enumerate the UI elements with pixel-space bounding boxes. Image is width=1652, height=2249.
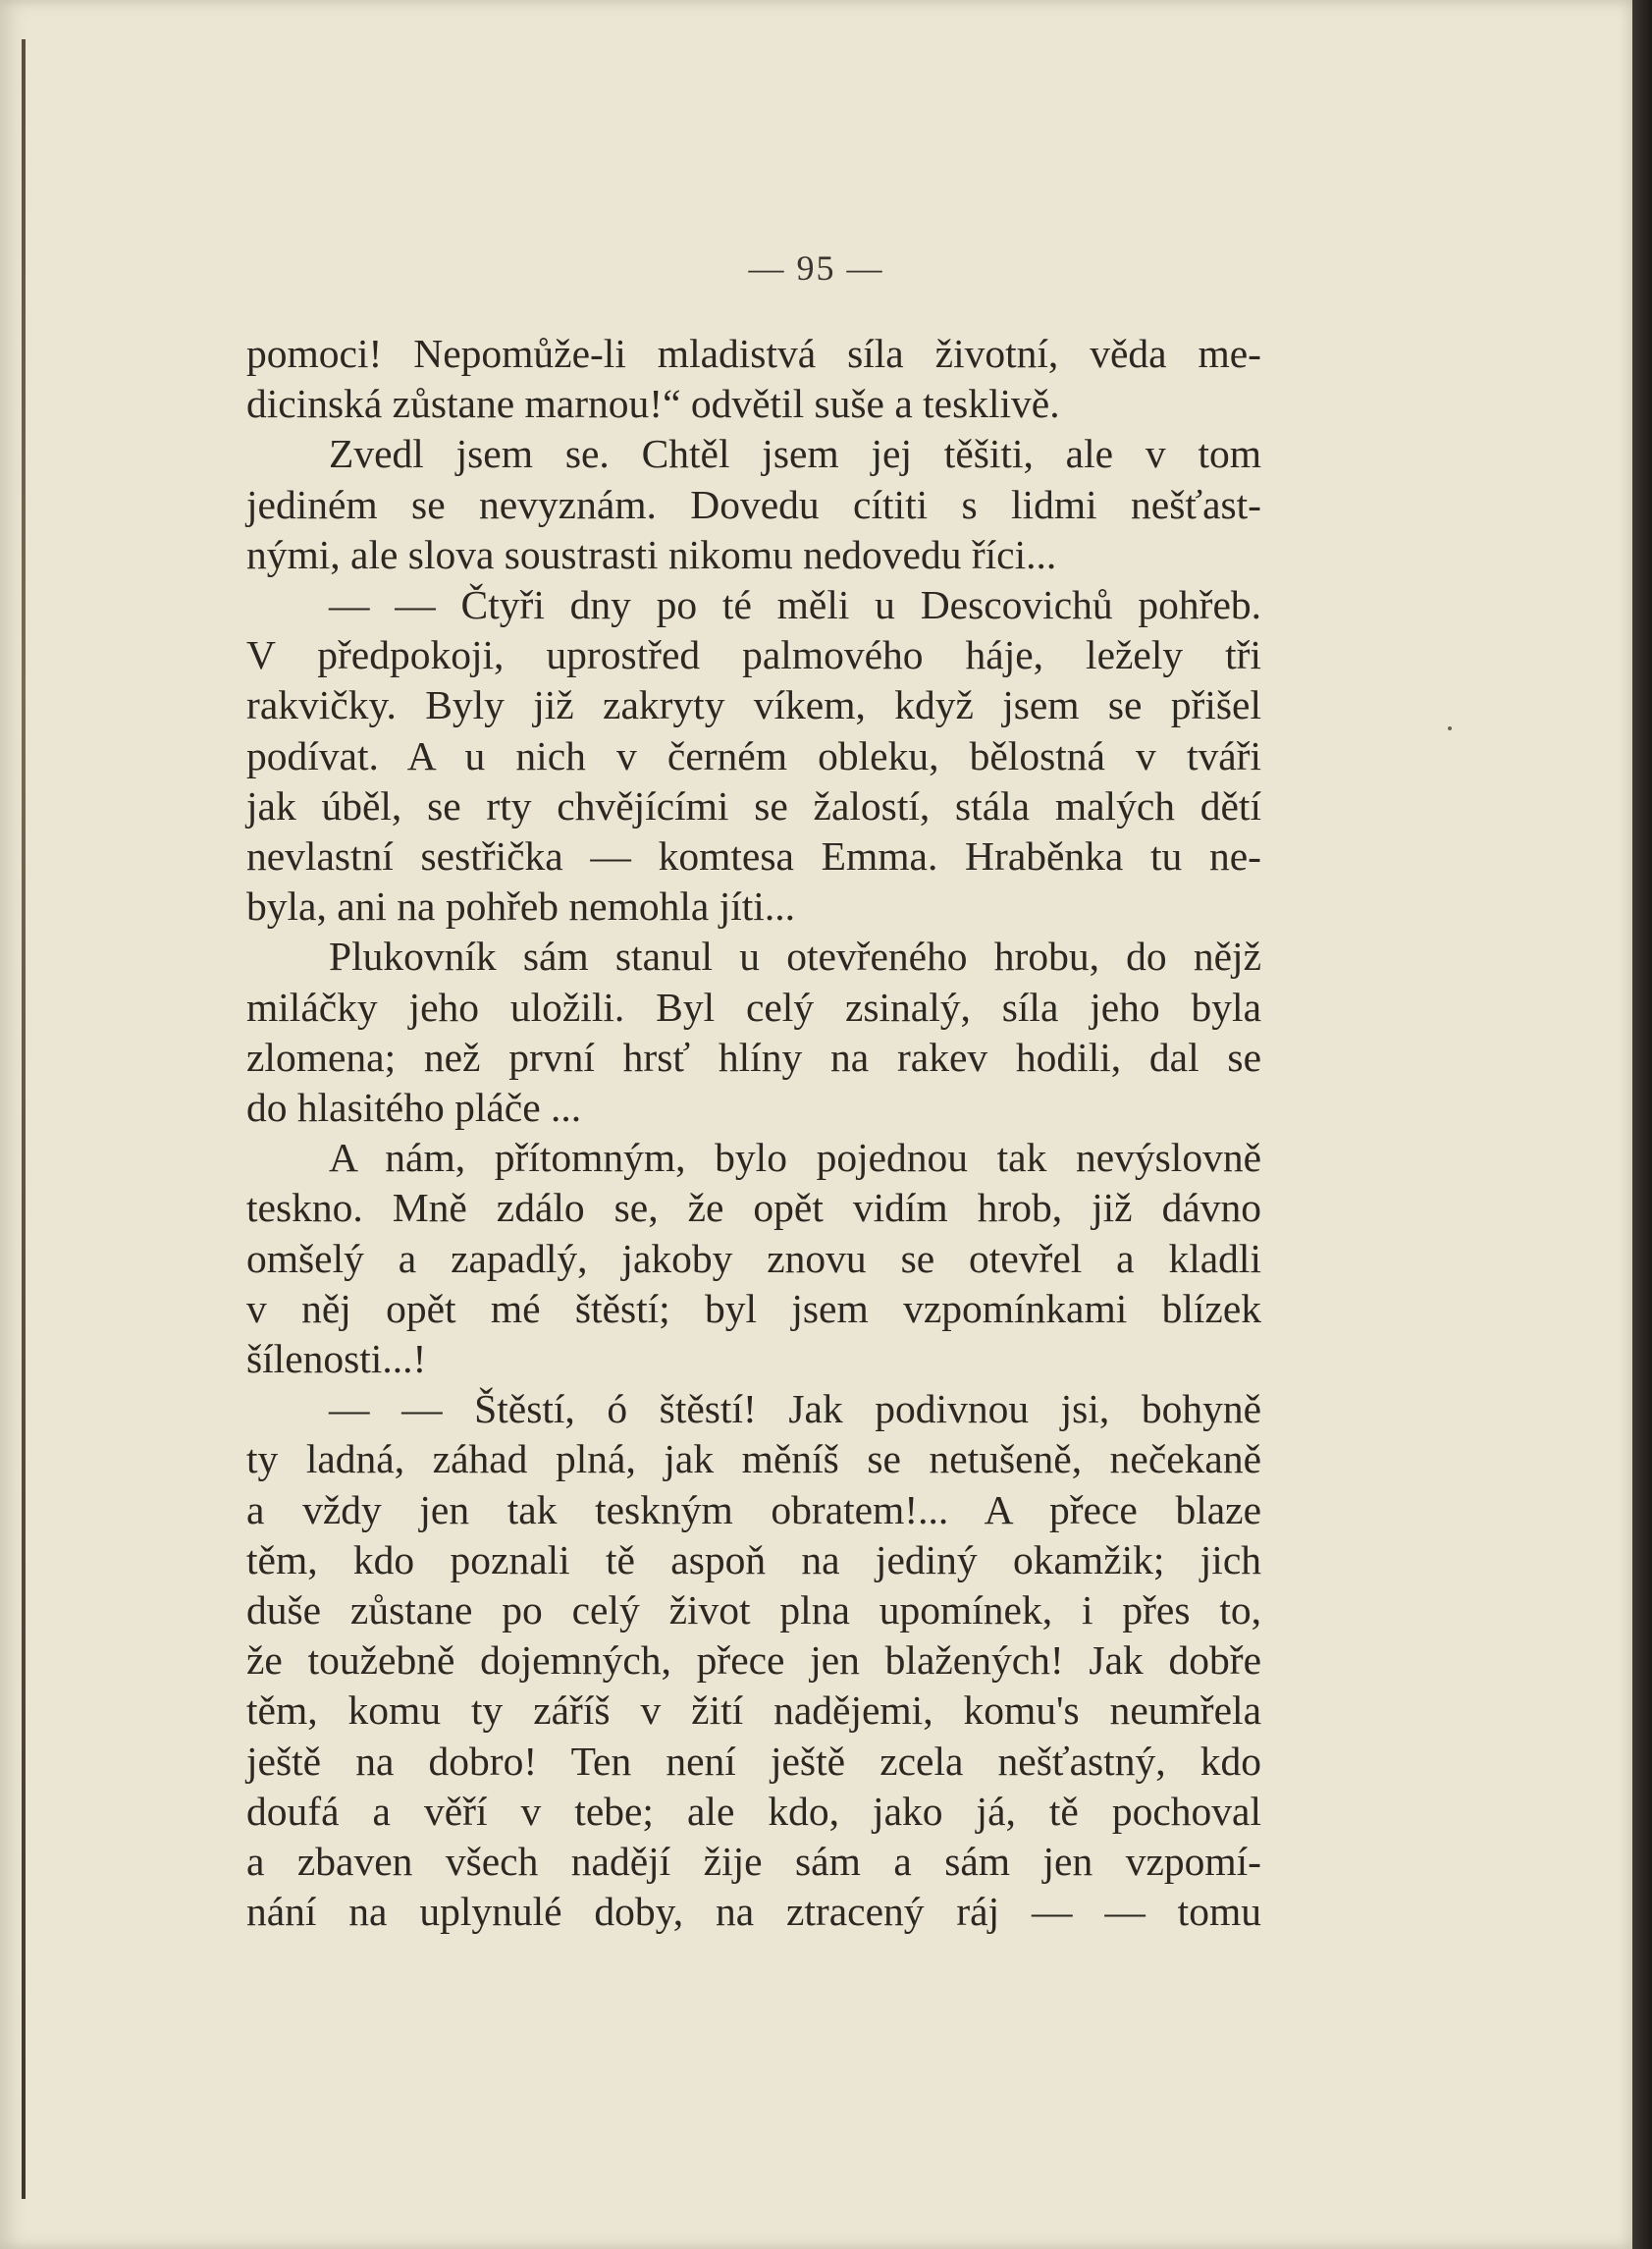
text-line: byla, ani na pohřeb nemohla jíti... — [246, 884, 795, 930]
text-line: pomoci! Nepomůže-li mladistvá síla životní, věda me- — [246, 331, 1261, 376]
text-line: jediném se nevyznám. Dovedu cítiti s lidmi nešťast- — [246, 481, 1261, 527]
text-line: šílenosti...! — [246, 1336, 427, 1382]
text-line: nevlastní sestřička — komtesa Emma. Hraběnka tu ne- — [246, 833, 1261, 880]
text-line: — — Čtyři dny po té měli u Descovichů pohřeb. — [329, 582, 1261, 628]
text-line: miláčky jeho uložili. Byl celý zsinalý, síla jeho byla — [246, 984, 1261, 1030]
text-line: V předpokoji, uprostřed palmového háje, ležely tři — [246, 632, 1261, 678]
text-line: omšelý a zapadlý, jakoby znovu se otevřel a kladli — [246, 1235, 1261, 1281]
text-line: nými, ale slova soustrasti nikomu nedovedu říci... — [246, 531, 1057, 577]
text-line: Plukovník sám stanul u otevřeného hrobu, do nějž — [329, 934, 1261, 980]
text-line: A nám, přítomným, bylo pojednou tak nevýslovně — [329, 1135, 1261, 1181]
text-line: ty ladná, záhad plná, jak měníš se netušeně, nečekaně — [246, 1436, 1261, 1482]
text-line: zlomena; než první hrsť hlíny na rakev hodili, dal se — [246, 1034, 1261, 1080]
text-line: ještě na dobro! Ten není ještě zcela nešťastný, kdo — [246, 1738, 1261, 1784]
text-line: doufá a věří v tebe; ale kdo, jako já, tě pochoval — [246, 1788, 1261, 1834]
text-line: těm, kdo poznali tě aspoň na jediný okamžik; jich — [246, 1536, 1261, 1582]
paper-speck — [1448, 726, 1452, 730]
text-line: a zbaven všech nadějí žije sám a sám jen vzpomí- — [246, 1839, 1261, 1885]
text-line: duše zůstane po celý život plna upomínek, i přes to, — [246, 1587, 1261, 1633]
text-line: v něj opět mé štěstí; byl jsem vzpomínkami blízek — [246, 1285, 1261, 1331]
binding-shadow — [22, 39, 26, 2199]
text-line: že toužebně dojemných, přece jen blažených! Jak dobře — [246, 1637, 1261, 1684]
text-line: rakvičky. Byly již zakryty víkem, když jsem se přišel — [246, 682, 1261, 728]
text-line: nání na uplynulé doby, na ztracený ráj — — tomu — [246, 1889, 1261, 1935]
text-line: — — Štěstí, ó štěstí! Jak podivnou jsi, bohyně — [329, 1386, 1261, 1432]
page-number: — 95 — — [748, 248, 884, 288]
text-line: podívat. A u nich v černém obleku, bělostná v tváři — [246, 732, 1261, 778]
page-edge — [1632, 0, 1652, 2249]
text-line: Zvedl jsem se. Chtěl jsem jej těšiti, ale v tom — [329, 431, 1261, 477]
text-line: dicinská zůstane marnou!“ odvětil suše a tesklivě. — [246, 381, 1060, 427]
text-line: teskno. Mně zdálo se, že opět vidím hrob, již dávno — [246, 1185, 1261, 1231]
text-line: a vždy jen tak teskným obratem!... A přece blaze — [246, 1486, 1261, 1532]
text-line: těm, komu ty záříš v žití nadějemi, komu's neumřela — [246, 1687, 1261, 1734]
text-line: jak úběl, se rty chvějícími se žalostí, stála malých dětí — [246, 782, 1261, 829]
body-text — [246, 329, 1261, 1938]
text-line: do hlasitého pláče ... — [246, 1085, 582, 1131]
